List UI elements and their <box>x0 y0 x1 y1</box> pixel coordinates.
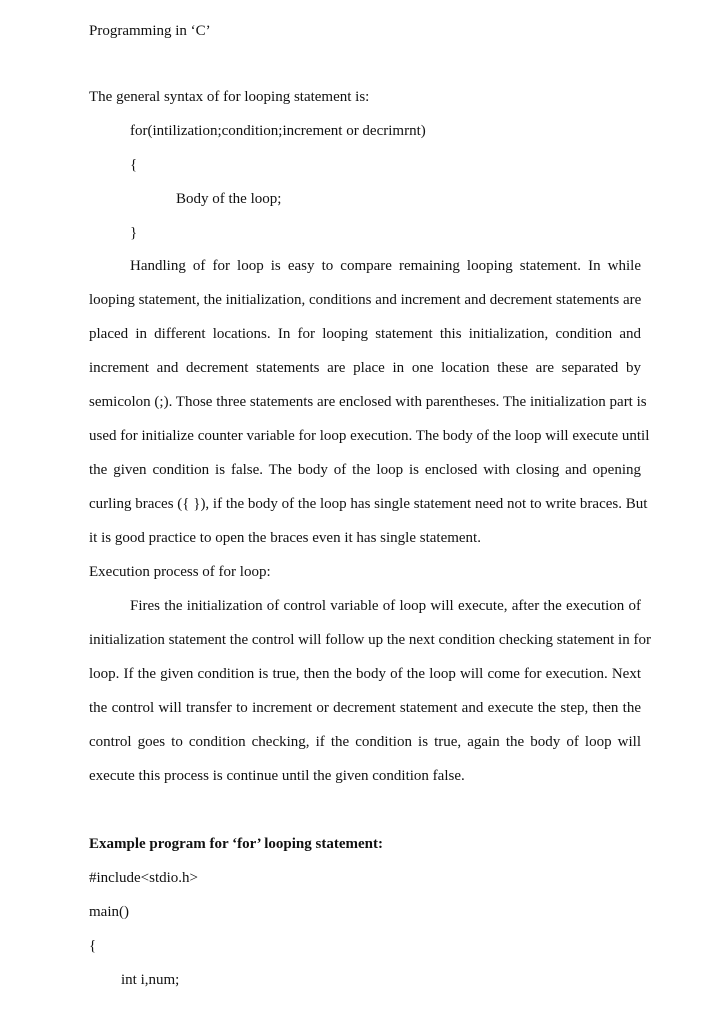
syntax-for-line: for(intilization;condition;increment or decrimrnt) <box>130 123 426 139</box>
running-header: Programming in ‘C’ <box>89 23 211 39</box>
code-open-brace: { <box>89 938 97 954</box>
para2-line: loop. If the given condition is true, then the body of the loop will come for execution. Next <box>89 666 641 682</box>
para2-line: Fires the initialization of control variable of loop will execute, after the execution of <box>130 598 641 614</box>
para1-line: used for initialize counter variable for loop execution. The body of the loop will execute until <box>89 428 650 444</box>
para2-line: control goes to condition checking, if the condition is true, again the body of loop will <box>89 734 641 750</box>
para1-line: curling braces ({ }), if the body of the loop has single statement need not to write braces. But <box>89 496 648 512</box>
code-include: #include<stdio.h> <box>89 870 198 886</box>
syntax-intro: The general syntax of for looping statement is: <box>89 89 370 105</box>
example-heading: Example program for ‘for’ looping statement: <box>89 836 383 852</box>
para1-line: placed in different locations. In for looping statement this initialization, condition and <box>89 326 641 342</box>
para2-line: the control will transfer to increment or decrement statement and execute the step, then the <box>89 700 641 716</box>
code-main: main() <box>89 904 129 920</box>
para2-line: initialization statement the control will follow up the next condition checking statement in for <box>89 632 651 648</box>
para1-line: semicolon (;). Those three statements are enclosed with parentheses. The initialization part is <box>89 394 647 410</box>
para1-line: increment and decrement statements are place in one location these are separated by <box>89 360 641 376</box>
execution-heading: Execution process of for loop: <box>89 564 271 580</box>
code-declaration: int i,num; <box>121 972 180 988</box>
para1-line: it is good practice to open the braces even it has single statement. <box>89 530 481 546</box>
syntax-body-line: Body of the loop; <box>176 191 282 207</box>
para1-line: looping statement, the initialization, conditions and increment and decrement statements are <box>89 292 642 308</box>
para1-line: Handling of for loop is easy to compare remaining looping statement. In while <box>130 258 641 274</box>
para1-line: the given condition is false. The body of the loop is enclosed with closing and opening <box>89 462 641 478</box>
para2-line: execute this process is continue until the given condition false. <box>89 768 465 784</box>
syntax-open-brace: { <box>130 157 138 173</box>
syntax-close-brace: } <box>130 225 138 241</box>
